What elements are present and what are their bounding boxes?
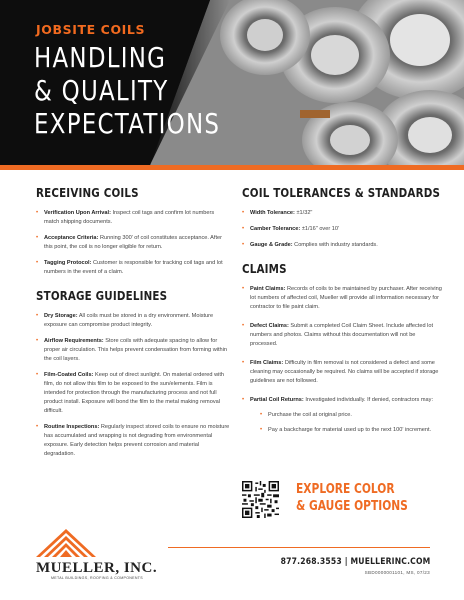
hero-title [34,41,234,140]
receiving-heading: RECEIVING COILS [36,186,139,200]
list-item: • Camber Tolerance: ±1/16" over 10' [242,226,340,232]
hero-title-line: HANDLING [34,41,167,74]
cta-line: EXPLORE COLOR [296,482,395,497]
list-item: • Pay a backcharge for material used up to the next 100' increment. [260,427,432,433]
claims-heading: CLAIMS [242,262,287,276]
bullet-icon: • [242,397,245,403]
return-options-list [250,411,442,435]
right-column [242,186,442,445]
contact-info[interactable]: 877.268.3553 | MUELLERINC.COM [280,557,430,567]
list-item: • Purchase the coil at original price. [260,412,352,418]
accent-bar [0,165,464,170]
footer-divider [168,547,430,548]
bullet-icon: • [36,424,39,430]
document-id: SBD0000001101, MS, 07/23 [364,570,430,575]
receiving-list [36,209,230,277]
left-column [36,186,230,466]
logo-wordmark: MUELLER, INC. [36,560,158,576]
bullet-icon: • [242,242,245,248]
logo-tagline: METAL BUILDINGS, ROOFING & COMPONENTS [51,576,143,580]
qr-code-icon[interactable] [242,481,279,518]
list-item: • Acceptance Criteria: Running 300' of coil constitutes acceptance. After this point, the coil is no longer eligible for return. [36,235,222,250]
list-item: • Routine Inspections: Regularly inspect stored coils to ensure no moisture has accumulated and wrapping is not degrading from environmental exposure. Early detection helps prevent corrosion and material degradation. [36,424,230,457]
bullet-icon: • [36,372,39,378]
bullet-icon: • [260,427,263,433]
list-item: • Dry Storage: All coils must be stored in a dry environment. Moisture exposure can compromise product integrity. [36,313,214,328]
list-item: • Film Claims: Difficulty in film removal is not considered a defect and some cleaning may occasionally be required. No claims will be accepted if storage guidelines are not followed. [242,360,439,384]
list-item: • Width Tolerance: ±1/32" [242,210,313,216]
bullet-icon: • [242,226,245,232]
list-item: • Film-Coated Coils: Keep out of direct sunlight. On material ordered with film, do not allow this film to be exposed to the sun/elements. Film is intended for protection through the manufacturing process and not full product install. Exposure will bond the film to the metal making removal difficult. [36,372,225,414]
tolerances-list [242,209,442,250]
tolerances-heading: COIL TOLERANCES & STANDARDS [242,186,441,200]
list-item: • Paint Claims: Records of coils to be maintained by purchaser. After receiving lot numbers of affected coil, Mueller will provide all information necessary for contractor to file paint claim. [242,286,442,310]
hero-title-line: & QUALITY [34,74,169,107]
bullet-icon: • [242,360,245,366]
cta-line: & GAUGE OPTIONS [296,499,408,514]
bullet-icon: • [36,210,39,216]
list-item: • Tagging Protocol: Customer is responsible for tracking coil tags and lot numbers in the event of a claim. [36,260,223,275]
list-item: • Partial Coil Returns: Investigated individually. If denied, contractors may: • Purchase the coil at original price. • Pay a backcharge for material used up to the next 100' increment. [242,396,442,435]
hero-eyebrow: JOBSITE COILS [36,22,146,37]
list-item: • Defect Claims: Submit a completed Coil Claim Sheet. Include affected lot numbers and photos. Claims without this documentation will not be processed. [242,323,434,347]
storage-heading: STORAGE GUIDELINES [36,289,168,303]
storage-list [36,312,230,459]
bullet-icon: • [260,412,263,418]
bullet-icon: • [36,260,39,266]
list-item: • Gauge & Grade: Complies with industry standards. [242,242,378,248]
claims-list [242,285,442,435]
bullet-icon: • [242,286,245,292]
list-item: • Verification Upon Arrival: Inspect coil tags and confirm lot numbers match shipping documents. [36,210,215,225]
bullet-icon: • [36,313,39,319]
bullet-icon: • [36,338,39,344]
hero-banner [0,0,464,165]
bullet-icon: • [242,210,245,216]
list-item: • Airflow Requirements: Store coils with adequate spacing to allow for proper air circulation. This helps prevent condensation from forming within the coil layers. [36,338,228,362]
explore-options-link[interactable] [296,481,432,515]
bullet-icon: • [36,235,39,241]
hero-title-line: EXPECTATIONS [34,107,221,140]
bullet-icon: • [242,323,245,329]
